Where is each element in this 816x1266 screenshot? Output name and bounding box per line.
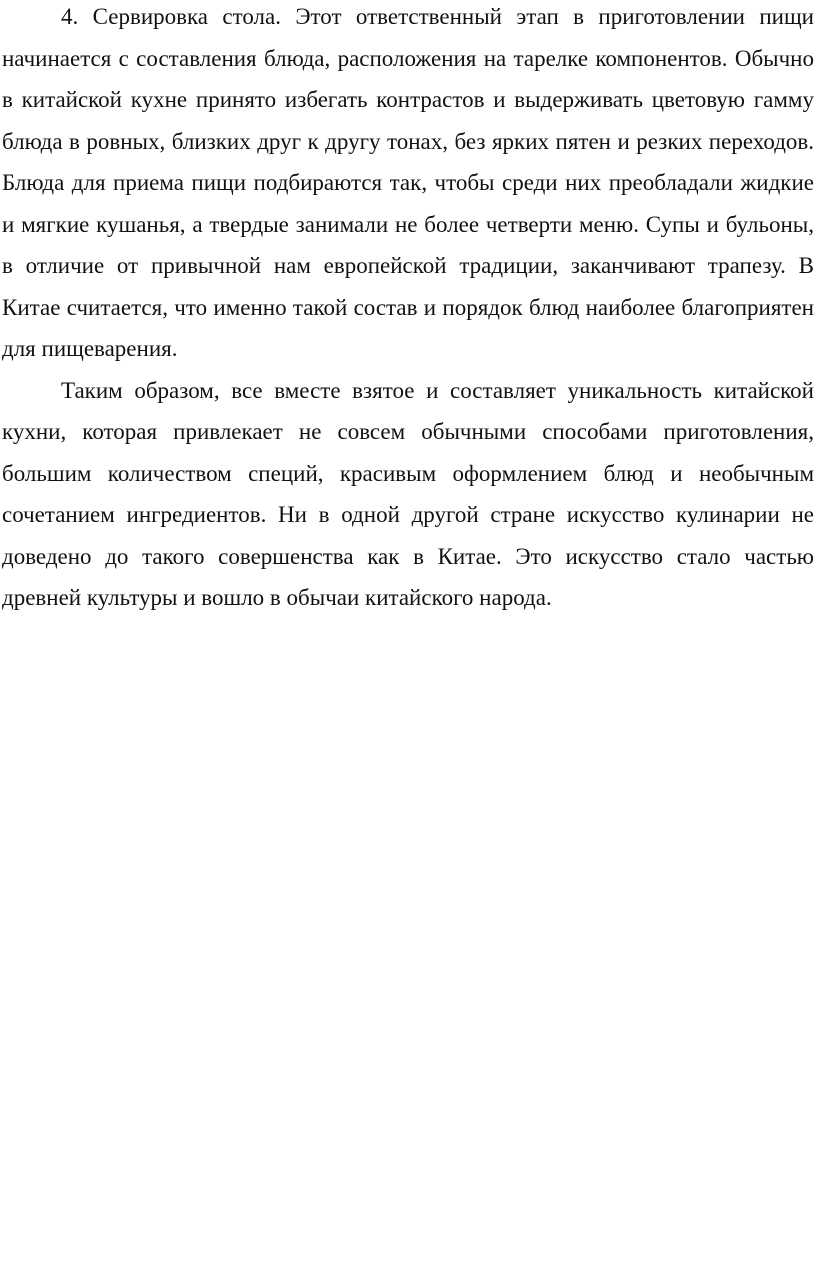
document-body xyxy=(2,0,814,619)
paragraph-conclusion: Таким образом, все вместе взятое и составляет уникальность китайской кухни, которая привлекает не совсем обычными способами приготовления, большим количеством специй, красивым оформлением блюд и необычным сочетанием ингредиентов. Ни в одной другой стране искусство кулинарии не доведено до такого совершенства как в Китае. Это искусство стало частью древней культуры и вошло в обычаи китайского народа. xyxy=(2,377,814,610)
paragraph-table-setting: 4. Сервировка стола. Этот ответственный этап в приготовлении пищи начинается с составления блюда, расположения на тарелке компонентов. Обычно в китайской кухне принято избегать контрастов и выдерживать цветовую гамму блюда в ровных, близких друг к другу тонах, без ярких пятен и резких переходов. Блюда для приема пищи подбираются так, чтобы среди них преобладали жидкие и мягкие кушанья, а твердые занимали не более четверти меню. Супы и бульоны, в отличие от привычной нам европейской традиции, заканчивают трапезу. В Китае считается, что именно такой состав и порядок блюд наиболее благоприятен для пищеварения. xyxy=(2,4,814,361)
